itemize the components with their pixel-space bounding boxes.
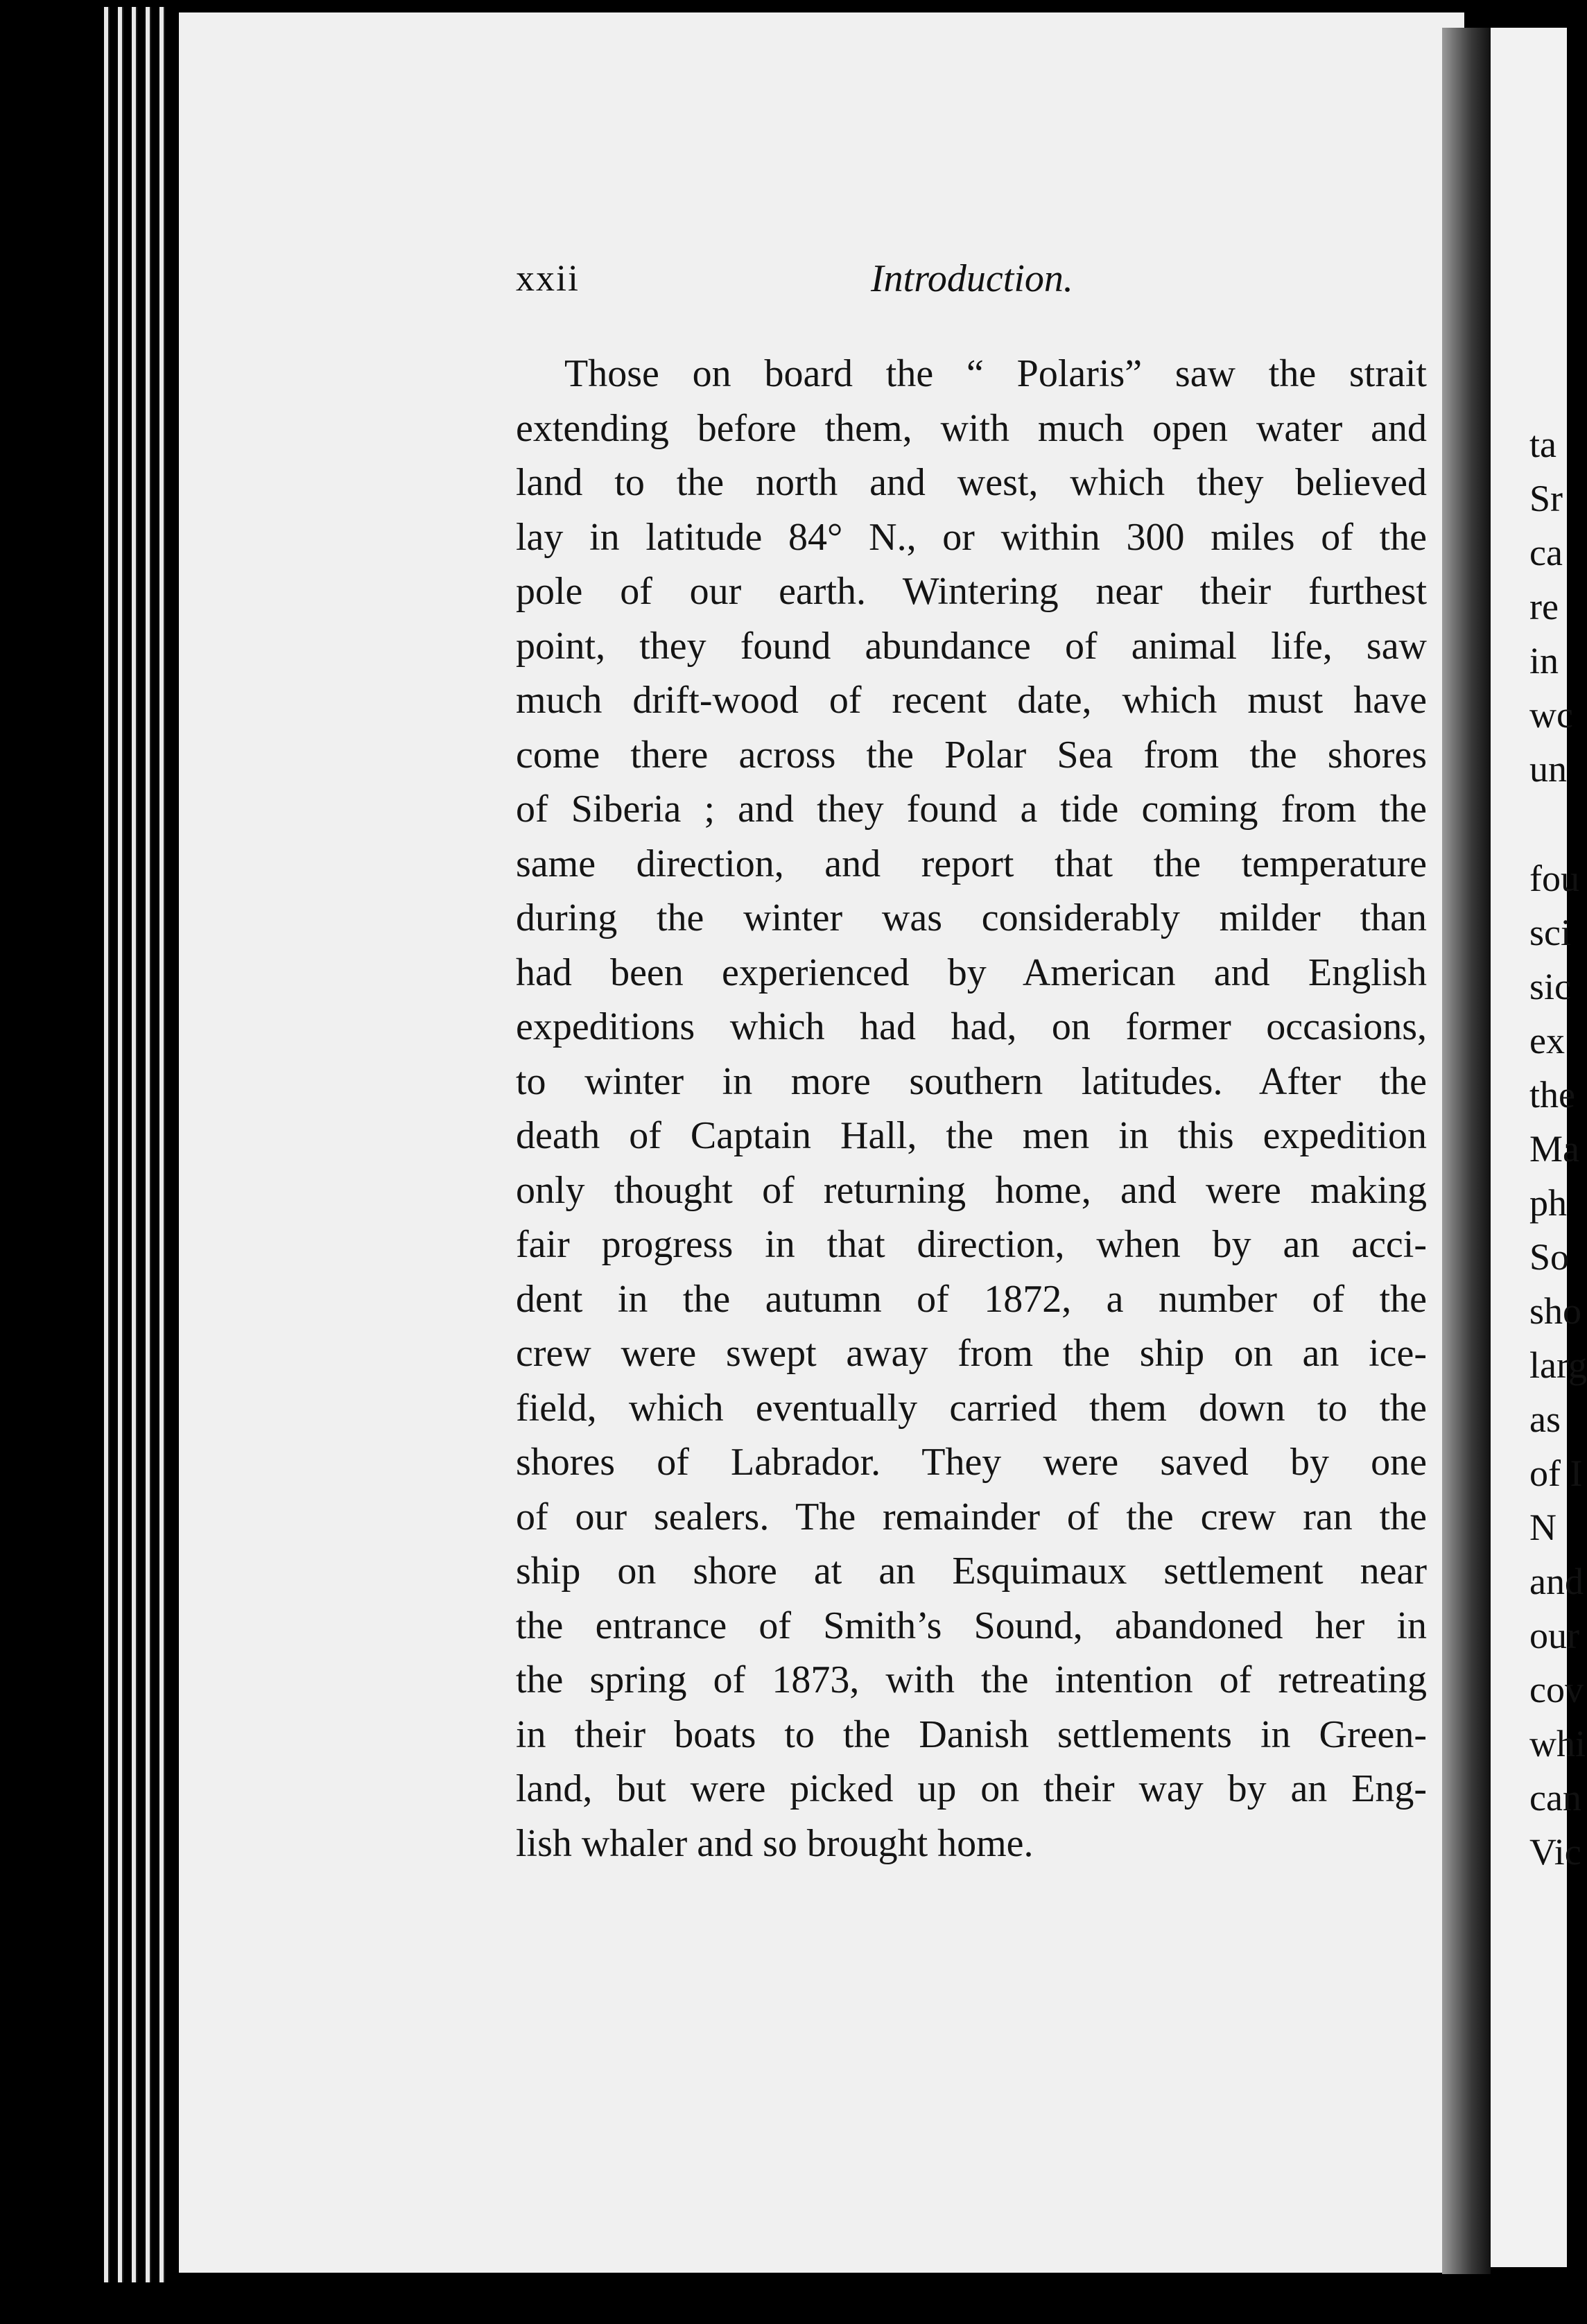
facing-page-fragment: Ma <box>1529 1128 1579 1170</box>
facing-page-fragment: ph <box>1529 1182 1567 1224</box>
running-head: Introduction. <box>871 257 1073 300</box>
text-line: during the winter was considerably milder than <box>516 896 1427 939</box>
text-line: same direction, and report that the temperature <box>516 842 1427 885</box>
text-line: expeditions which had had, on former occasions, <box>516 1005 1427 1048</box>
facing-page-fragment: fou <box>1529 858 1579 899</box>
text-line: crew were swept away from the ship on an ice- <box>516 1332 1427 1375</box>
facing-page-fragment: Vic <box>1529 1831 1581 1873</box>
facing-page-fragment: ta <box>1529 424 1556 465</box>
text-line: land to the north and west, which they believed <box>516 461 1427 504</box>
text-line: of Siberia ; and they found a tide coming from the <box>516 788 1427 831</box>
facing-page-fragment: sci <box>1529 912 1571 953</box>
facing-page-fragment: of I <box>1529 1452 1583 1494</box>
facing-page-fragment: in <box>1529 640 1559 682</box>
text-line: the spring of 1873, with the intention of retreating <box>516 1658 1427 1701</box>
facing-page-fragment: un <box>1529 748 1567 790</box>
gutter-shadow <box>1442 28 1491 2274</box>
facing-page-fragment: Sr <box>1529 478 1563 519</box>
text-line: of our sealers. The remainder of the crew ran the <box>516 1495 1427 1538</box>
facing-page-fragment: re <box>1529 586 1559 627</box>
text-line: lish whaler and so brought home. <box>516 1821 1034 1865</box>
page-edge <box>104 7 110 2282</box>
text-line: death of Captain Hall, the men in this expedition <box>516 1114 1427 1157</box>
text-line: come there across the Polar Sea from the shores <box>516 733 1427 777</box>
text-line: shores of Labrador. They were saved by one <box>516 1441 1427 1484</box>
page-edge <box>159 7 165 2282</box>
page-edge <box>146 7 151 2282</box>
text-line: point, they found abundance of animal life, saw <box>516 624 1427 668</box>
facing-page-fragment: cov <box>1529 1669 1584 1710</box>
text-line: fair progress in that direction, when by an acci- <box>516 1223 1427 1266</box>
facing-page-fragment: sho <box>1529 1290 1582 1332</box>
text-line: to winter in more southern latitudes. After the <box>516 1059 1427 1103</box>
facing-page-fragment: sic <box>1529 966 1571 1007</box>
text-line: much drift-wood of recent date, which must have <box>516 679 1427 722</box>
text-line: pole of our earth. Wintering near their furthest <box>516 570 1427 613</box>
page-edge <box>118 7 123 2282</box>
text-line: dent in the autumn of 1872, a number of the <box>516 1277 1427 1321</box>
facing-page-fragment: larg <box>1529 1344 1587 1386</box>
facing-page-fragment: as <box>1529 1398 1561 1440</box>
text-line: only thought of returning home, and were making <box>516 1168 1427 1212</box>
facing-page-fragment: ca <box>1529 532 1563 573</box>
text-line: had been experienced by American and English <box>516 951 1427 994</box>
facing-page-fragment: our <box>1529 1615 1579 1656</box>
text-line: field, which eventually carried them down to the <box>516 1386 1427 1430</box>
facing-page-fragment: whi <box>1529 1723 1586 1764</box>
page-header <box>516 257 1427 312</box>
text-line: the entrance of Smith’s Sound, abandoned her in <box>516 1604 1427 1647</box>
facing-page-fragment: ex <box>1529 1020 1565 1061</box>
facing-page-fragment: can <box>1529 1777 1581 1819</box>
page-edge <box>132 7 137 2282</box>
facing-page-fragment: N <box>1529 1507 1556 1548</box>
text-line: extending before them, with much open water and <box>516 406 1427 450</box>
text-line: lay in latitude 84° N., or within 300 miles of the <box>516 515 1427 559</box>
text-line: land, but were picked up on their way by an Eng- <box>516 1767 1427 1810</box>
facing-page-fragment: So <box>1529 1236 1570 1278</box>
body-text <box>516 347 1427 1871</box>
facing-page <box>1491 28 1587 2267</box>
page-number: xxii <box>516 257 580 299</box>
facing-page-fragment: and <box>1529 1561 1584 1602</box>
text-line: ship on shore at an Esquimaux settlement near <box>516 1550 1427 1593</box>
facing-page-fragment: wc <box>1529 694 1573 736</box>
facing-page-fragment: the <box>1529 1074 1575 1116</box>
text-line: in their boats to the Danish settlements in Green- <box>516 1712 1427 1756</box>
text-line: Those on board the “ Polaris” saw the strait <box>564 352 1427 395</box>
